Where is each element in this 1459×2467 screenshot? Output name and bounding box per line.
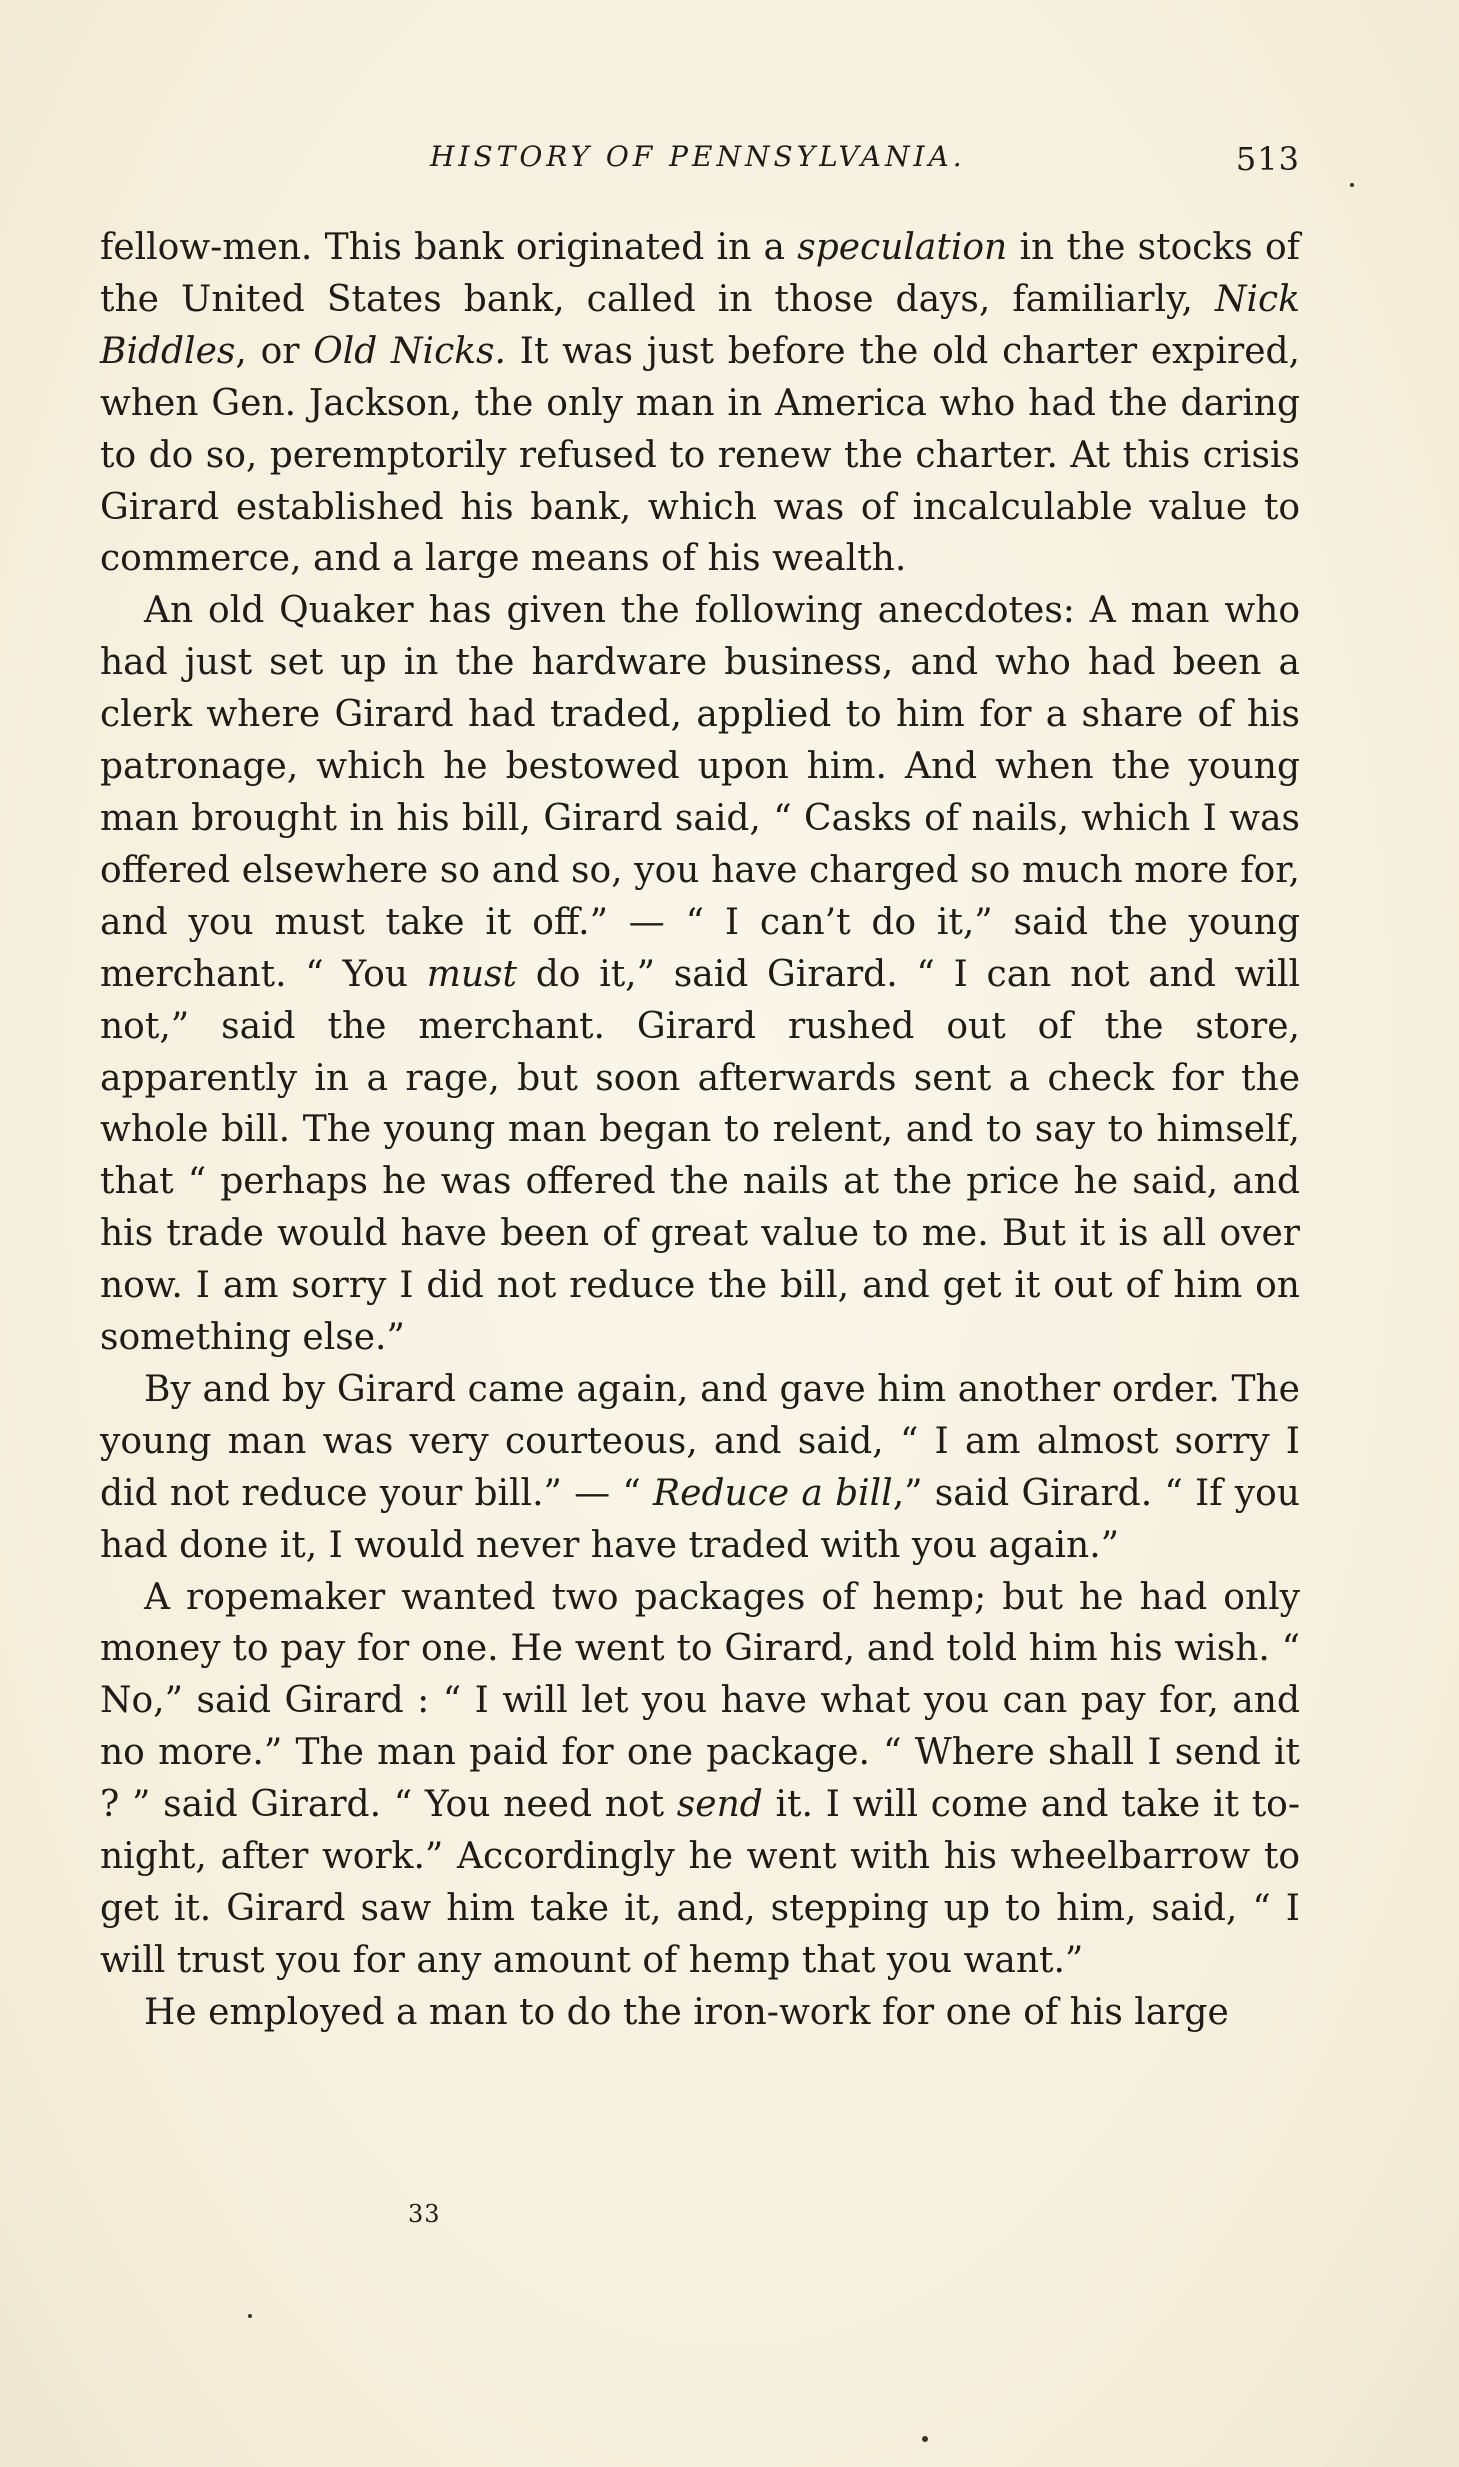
paragraph	[100, 222, 1300, 585]
italic-phrase: speculation	[797, 227, 1008, 268]
italic-phrase: send	[676, 1784, 763, 1826]
text-run: He employed a man to do the iron-work for one of his large	[144, 1991, 1229, 2033]
text-run: A ropemaker wanted two packages of hemp; but he had only money to pay for one. He went to Girard, and told him his wish. “ No,” said Girard : “ I will let you have what you can pay for, and no more.” The man paid for one package. “ Where shall I send it ? ” said Girard. “ You need not	[100, 1576, 1300, 1826]
italic-phrase: must	[426, 953, 517, 995]
text-run: By and by Girard came again, and gave him another order. The young man was very courteous, and said, “ I am almost sorry I did not reduce your bill.” — “	[100, 1368, 1300, 1514]
paragraph	[100, 1364, 1300, 1572]
paragraph	[100, 1987, 1300, 2039]
paragraph	[100, 1572, 1300, 1987]
italic-phrase: Old Nicks.	[313, 330, 506, 372]
text-run: An old Quaker has given the following anecdotes: A man who had just set up in the hardware business, and who had been a clerk where Girard had traded, applied to him for a share of his patronage, which he bestowed upon him. And when the young man brought in his bill, Girard said, “ Casks of nails, which I was offered elsewhere so and so, you have charged so much more for, and you must take it off.” — “ I can’t do it,” said the young merchant. “ You	[100, 590, 1300, 995]
paper-speck	[248, 2314, 252, 2318]
italic-phrase: Reduce a bill	[653, 1472, 893, 1514]
text-run: fellow-men. This bank originated in a	[100, 227, 798, 268]
page-number: 513	[1235, 140, 1300, 178]
body-text	[100, 222, 1300, 2039]
italic-phrase: Nick Biddles	[100, 278, 1300, 372]
text-run: it. I will come and take it to-night, after work.” Accordingly he went with his wheelbarrow to get it. Girard saw him take it, and, stepping up to him, said, “ I will trust you for any amount of hemp that you want.”	[100, 1784, 1300, 1981]
running-head	[100, 140, 1300, 184]
text-run: in the stocks of the United States bank, called in those days, familiarly,	[100, 227, 1300, 320]
paragraph	[100, 585, 1300, 1364]
text-run: It was just before the old charter expired, when Gen. Jackson, the only man in America who had the daring to do so, peremptorily refused to renew the charter. At this crisis Girard established his bank, which was of incalculable value to commerce, and a large means of his wealth.	[100, 330, 1300, 580]
text-run: ,” said Girard. “ If you had done it, I would never have traded with you again.”	[100, 1472, 1300, 1566]
paper-speck	[922, 2436, 928, 2442]
running-title: HISTORY OF PENNSYLVANIA.	[430, 140, 966, 173]
signature-mark: 33	[408, 2200, 441, 2228]
text-run: do it,” said Girard. “ I can not and will not,” said the merchant. Girard rushed out of the store, apparently in a rage, but soon afterwards sent a check for the whole bill. The young man began to relent, and to say to himself, that “ perhaps he was offered the nails at the price he said, and his trade would have been of great value to me. But it is all over now. I am sorry I did not reduce the bill, and get it out of him on something else.”	[100, 953, 1300, 1359]
text-run: , or	[235, 330, 314, 372]
paper-speck	[1350, 183, 1354, 187]
